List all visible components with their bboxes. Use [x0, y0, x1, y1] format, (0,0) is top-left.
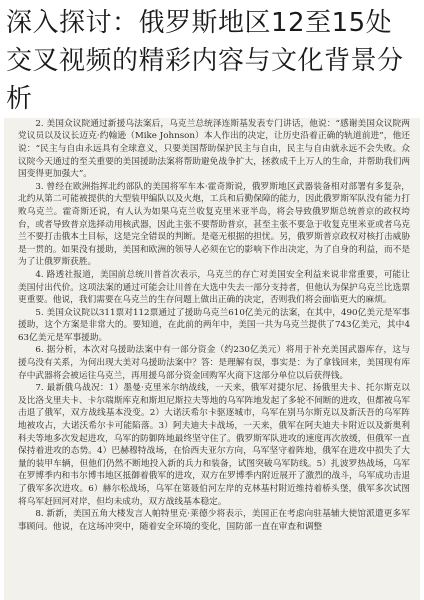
page-title: 深入探讨：俄罗斯地区12至15处交叉视频的精彩内容与文化背景分析	[0, 0, 424, 118]
document-page	[4, 58, 420, 600]
document-body	[18, 80, 410, 533]
paragraph: 7. 最新俄乌战况：1）墨曼·克里米尔纳战线，一天来，俄军对捷尔尼、扬俄里夫卡、托尔斯克以及比洛戈里夫卡、卡尔瑞斯库克和斯坦尼斯拉夫等地的乌军阵地发起了多轮不间断的进攻，但都被乌军击退了俄军，双方战线基本没变。2）大诺沃希尔卡驱逐城市，乌军在别马尔斯克以及新沃吾的乌军阵地被攻占，大诺沃希尔卡可能陷落。3）阿夫迪夫卡战场，一天来，俄军在阿夫迪夫卡附近以及新奥利科夫等地多次发起进攻，乌军的防御阵地最终坚守住了。俄罗斯军队进攻的速度再次放缓，但俄军一直保持着进攻的态势。4）巴赫穆特战场，在恰西夫亚尔方向，乌军坚守着阵地，俄军在进攻中损失了大量的装甲车辆，但他们仍然不断地投入新的兵力和装备，试图突破乌军防线。5）扎波罗热战场，乌军在罗博季内和韦尔博韦地区抵御着俄军的进攻，双方在罗博季内附近展开了激烈的战斗，乌军成功击退了俄军多次进攻。6）赫尔松战场，乌军在第聂伯河左岸的克林基村附近维持着桥头堡，俄军多次试图将乌军赶回河对岸，但均未成功，双方战线基本稳定。	[18, 383, 410, 507]
paragraph: 2. 美国众议院通过新援乌法案后，乌克兰总统泽连斯基发表专门讲话，他说：“感谢美国众议院两党议员以及议长迈克·约翰逊（Mike Johnson）本人作出的决定，让历史沿着正确的轨道前进”，他还说：“民主与自由永远具有全球意义，只要美国帮助保护民主与自由，民主与自由就永远不会失败。众议院今天通过的至关重要的美国援助法案将帮助避免战争扩大，拯救成千上万人的生命，并帮助我们两国变得更加强大”。	[18, 118, 410, 180]
paragraph: 6. 据分析，本次对乌援助法案中有一部分资金（约230亿美元）将用于补充美国武器库存，这与援乌没有关系，为何出现大美对乌援助法案中？答：是理解有误，事实是：为了拿钱回来，美国现有库存中武器将会被运往乌克兰，再用援乌部分资金回购军火商下这部分单位以后获得钱。	[18, 345, 410, 381]
paragraph: 5. 美国众议院以311票对112票通过了援助乌克兰610亿美元的法案，在其中，490亿美元是军事援助，这个方案是非常大的。要知道，在此前的两年中，美国一共为乌克兰提供了743亿美元，其中463亿美元是军事援助。	[18, 307, 410, 343]
paragraph: 4. 路透社报道，美国前总统川普首次表示，乌克兰的存亡对美国安全利益来说非常重要，可能让美国付出代价。这项法案的通过可能会让川普在大选中失去一部分支持者，但他认为保护乌克兰比选票更重要。他说，我们需要在乌克兰的生存问题上做出正确的决定，否则我们将会面临更大的麻烦。	[18, 269, 410, 306]
paragraph: 8. 新新，美国五角大楼发言人帕特里克·莱德少将表示，美国正在考虑向驻基辅大使馆派遣更多军事顾问。他说，在这场冲突中，随着安全环境的变化，国防部一直在审查和调整	[18, 509, 410, 532]
paragraph: 3. 曾经在欧洲指挥北约部队的美国将军车本·霍奇斯说，俄罗斯地区武器装备相对部署有多复杂，北约从第二可能被提供的大型装甲编队以及火炮，工兵和后勤保障的能力，因此俄罗斯军队没有能力打败乌克兰。霍奇斯还说，有人认为如果乌克兰收复克里米亚半岛，将会导致俄罗斯总统普京的政权垮台，或者导致普京选择动用核武器，因此主张不要帮助普京，甚至主张不要急于收复克里米亚或者乌克兰不要打击俄本土目标，这是完全错误的判断。是毫无根据的担忧。另，俄罗斯普京政权对核打击威胁是一贯的。如果没有援助，美国和欧洲的领导人必须在它的影响下作出决定，为了自身的利益，而不是为了让俄罗斯获胜。	[18, 181, 410, 268]
